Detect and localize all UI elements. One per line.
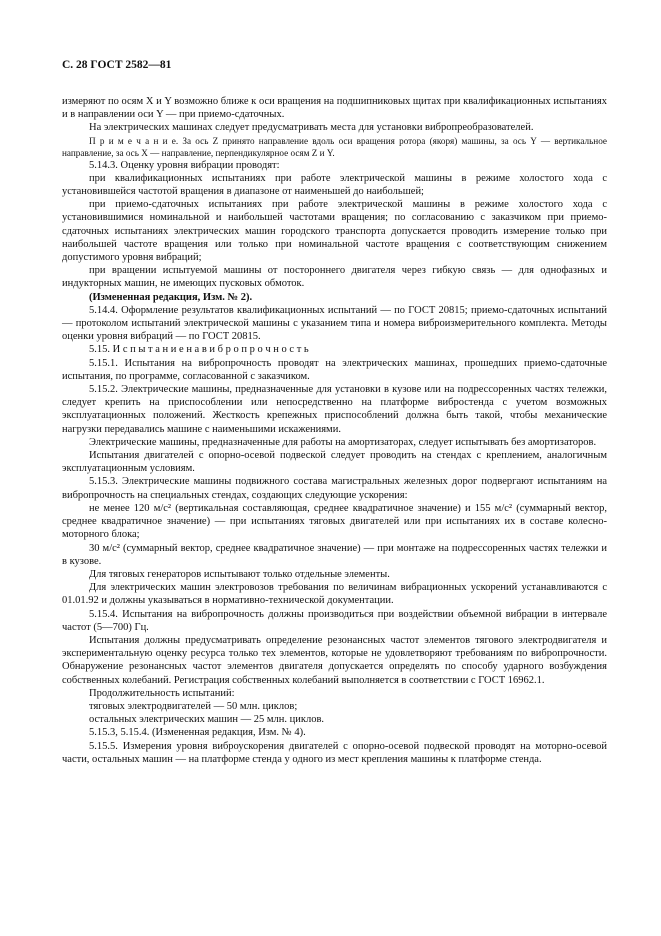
paragraph: остальных электрических машин — 25 млн. циклов. (89, 714, 325, 726)
section-5-14-4: 5.14.4. Оформление результатов квалификационных испытаний — по ГОСТ 20815; приемо-сдаточных испытаний — протоколом испытаний электрической машины с указанием типа и номера виброизмерительного комплекта. Методы оценки уровня вибраций — по ГОСТ 20815. (62, 304, 607, 343)
note: П р и м е ч а н и е. За ось Z принято направление вдоль оси вращения ротора (якоря) машины, за ось Y — вертикальное направление, за ось X — направление, перпендикулярное осям Z и Y. (62, 135, 607, 158)
paragraph: Для тяговых генераторов испытывают только отдельные элементы. (89, 568, 390, 580)
section-5-15-4: 5.15.4. Испытания на вибропрочность должны производиться при воздействии объемной вибрации в интервале частот (5—700) Гц. (62, 608, 607, 633)
paragraph: 30 м/с² (суммарный вектор, среднее квадратичное значение) — при монтаже на подрессоренных частях тележки и в кузове. (62, 542, 607, 567)
paragraph: Продолжительность испытаний: (89, 687, 235, 699)
document-page (62, 58, 607, 766)
paragraph: тяговых электродвигателей — 50 млн. циклов; (89, 700, 298, 712)
amendment-note: 5.15.3, 5.15.4. (Измененная редакция, Изм. № 4). (89, 727, 306, 739)
section-5-14-3: 5.14.3. Оценку уровня вибрации проводят: (89, 159, 280, 171)
paragraph: Испытания двигателей с опорно-осевой подвеской следует проводить на стендах с креплением, аналогичным эксплуатационным условиям. (62, 450, 607, 475)
paragraph: Испытания должны предусматривать определение резонансных частот элементов тягового электродвигателя и экспериментальную оценку ресурса только тех элементов, которые не удовлетворяют требованиям по вибропрочности. Обнаружение резонансных частот элементов двигателя допускается определять по способу ударного возбуждения собственных колебаний. Регистрация собственных колебаний выполняется в соответствии с ГОСТ 16962.1. (62, 634, 607, 686)
page-header: С. 28 ГОСТ 2582—81 (62, 59, 172, 71)
paragraph: измеряют по осям X и Y возможно ближе к оси вращения на подшипниковых щитах при квалификационных испытаниях и в направлении оси Y — при приемо-сдаточных. (62, 96, 607, 121)
paragraph: Электрические машины, предназначенные для работы на амортизаторах, следует испытывать без амортизаторов. (89, 436, 597, 448)
paragraph: при приемо-сдаточных испытаниях при работе электрической машины в режиме холостого хода с установившимися номинальной и наибольшей частотами вращения; по согласованию с заказчиком при приемо-сдаточных испытаниях электрических машин городского транспорта допускается проводить измерение только при наибольшей частоте вращения или только при номинальной частоте вращения с соответствующим снижением допустимого уровня вибраций; (62, 199, 607, 264)
paragraph: не менее 120 м/с² (вертикальная составляющая, среднее квадратичное значение) и 155 м/с² (суммарный вектор, среднее квадратичное значение) — при испытаниях тяговых двигателей или при испытаниях их в составе колесно-моторного блока; (62, 502, 607, 541)
paragraph: при квалификационных испытаниях при работе электрической машины в режиме холостого хода с установившейся частотой вращения в диапазоне от наименьшей до наибольшей; (62, 172, 607, 198)
section-5-15-heading: 5.15. И с п ы т а н и е н а в и б р о п р о ч н о с т ь (89, 344, 309, 356)
paragraph: при вращении испытуемой машины от постороннего двигателя через гибкую связь — для однофазных и индукторных машин, не имеющих пусковых обмоток. (62, 265, 607, 290)
paragraph: Для электрических машин электровозов требования по величинам вибрационных ускорений устанавливаются с 01.01.92 и должны указываться в нормативно-технической документации. (62, 582, 607, 607)
section-5-15-5: 5.15.5. Измерения уровня виброускорения двигателей с опорно-осевой подвеской проводят на моторно-осевой части, остальных машин — на платформе стенда у одного из мест крепления машины к платформе стенда. (62, 740, 607, 765)
section-5-15-3: 5.15.3. Электрические машины подвижного состава магистральных железных дорог подвергают испытаниям на вибропрочность на специальных стендах, создающих следующие ускорения: (62, 476, 607, 501)
paragraph: На электрических машинах следует предусматривать места для установки вибропреобразователей. (89, 122, 534, 134)
section-5-15-2: 5.15.2. Электрические машины, предназначенные для установки в кузове или на подрессоренных частях тележки, следует крепить на приспособлении или непосредственно на платформе вибростенда с учетом возможных эксплуатационных положений. Жесткость крепежных приспособлений должна быть такой, чтобы механические нагрузки передавались машине с наименьшими искажениями. (62, 384, 607, 435)
section-5-15-1: 5.15.1. Испытания на вибропрочность проводят на электрических машинах, прошедших приемо-сдаточные испытания, по программе, согласованной с заказчиком. (62, 357, 607, 382)
amendment-note: (Измененная редакция, Изм. № 2). (89, 291, 253, 303)
